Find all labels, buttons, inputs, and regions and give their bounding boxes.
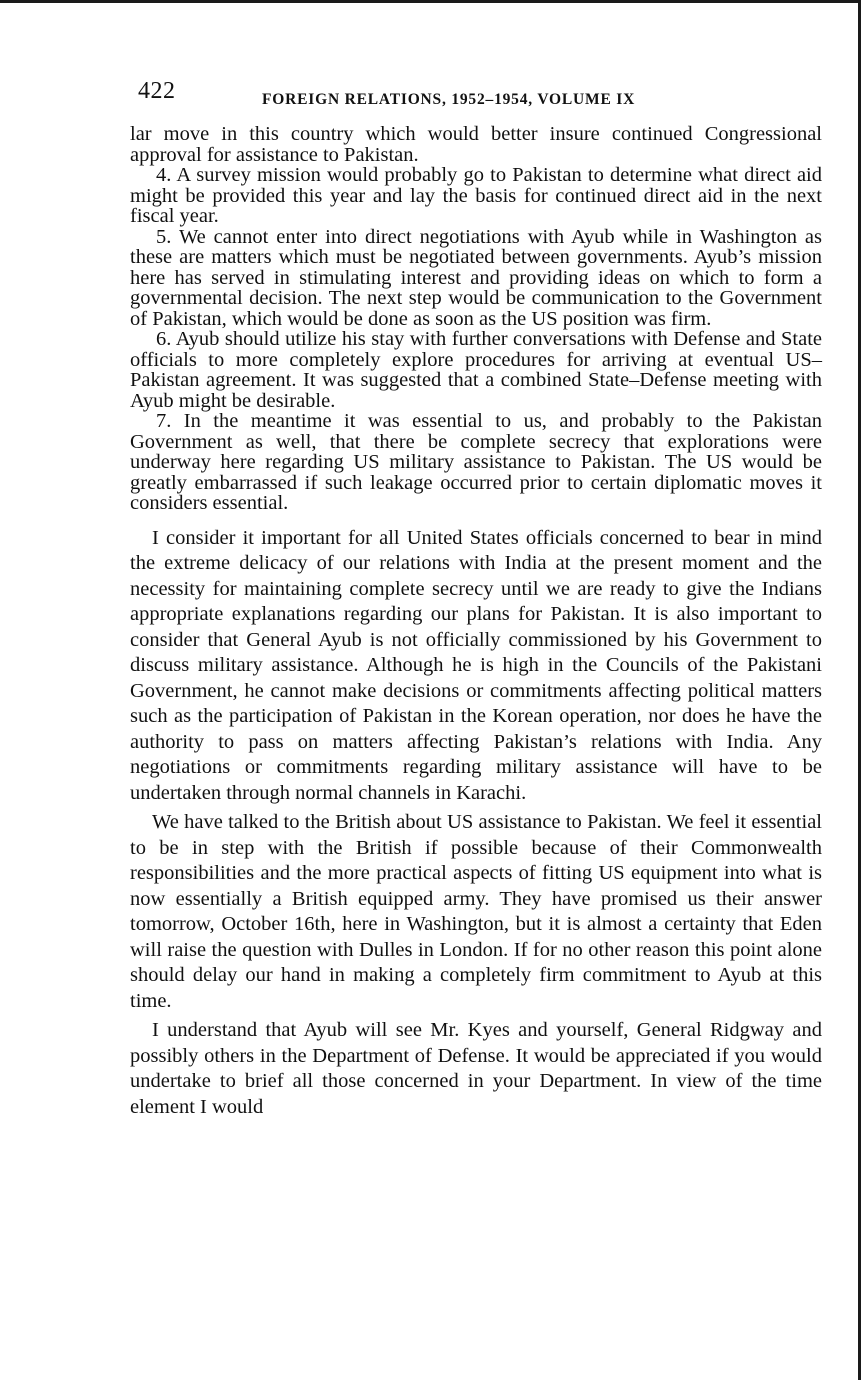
scan-top-edge	[0, 0, 861, 3]
paragraph-british-consultation: We have talked to the British about US assistance to Pakistan. We feel it essential to be in step with the British if possible because of their Commonwealth responsibilities and the more practical aspects of fitting US equipment into what is now essentially a British equipped army. They have promised us their answer tomorrow, October 16th, here in Washington, but it is almost a certainty that Eden will raise the question with Dulles in London. If for no other reason this point alone should delay our hand in making a completely firm commitment to Ayub at this time.	[130, 811, 822, 1012]
page-number: 422	[138, 78, 176, 104]
running-head: FOREIGN RELATIONS, 1952–1954, VOLUME IX	[262, 91, 636, 108]
page-header	[130, 78, 822, 118]
numbered-list	[130, 124, 822, 514]
document-page	[130, 78, 822, 1120]
numbered-item-5: 5. We cannot enter into direct negotiations with Ayub while in Washington as these are matters which must be negotiated between governments. Ayub’s mission here has served in stimulating interest and providing ideas on which to form a governmental decision. The next step would be communication to the Government of Pakistan, which would be done as soon as the US position was firm.	[130, 225, 822, 330]
numbered-item-4: 4. A survey mission would probably go to Pakistan to determine what direct aid might be provided this year and lay the basis for continued direct aid in the next fiscal year.	[130, 164, 822, 227]
body-text	[130, 526, 822, 1121]
paragraph-defense-briefing: I understand that Ayub will see Mr. Kyes and yourself, General Ridgway and possibly others in the Department of Defense. It would be appreciated if you would undertake to brief all those concerned in your Department. In view of the time element I would	[130, 1019, 822, 1118]
continued-item-3: lar move in this country which would better insure continued Congressional approval for assistance to Pakistan.	[130, 123, 822, 166]
numbered-item-7: 7. In the meantime it was essential to us, and probably to the Pakistan Government as well, that there be complete secrecy that explorations were underway here regarding US military assistance to Pakistan. The US would be greatly embarrassed if such leakage occurred prior to certain diplomatic moves it considers essential.	[130, 410, 822, 514]
paragraph-india-relations: I consider it important for all United States officials concerned to bear in mind the extreme delicacy of our relations with India at the present moment and the necessity for maintaining complete secrecy until we are ready to give the Indians appropriate explanations regarding our plans for Pakistan. It is also important to consider that General Ayub is not officially commissioned by his Government to discuss military assistance. Although he is high in the Councils of the Pakistani Government, he cannot make decisions or commitments affecting political matters such as the participation of Pakistan in the Korean operation, nor does he have the authority to pass on matters affecting Pakistan’s relations with India. Any negotiations or commitments regarding military assistance will have to be undertaken through normal channels in Karachi.	[130, 526, 822, 804]
numbered-item-6: 6. Ayub should utilize his stay with further conversations with Defense and State officials to more completely explore procedures for arriving at eventual US–Pakistan agreement. It was suggested that a combined State–Defense meeting with Ayub might be desirable.	[130, 328, 822, 412]
